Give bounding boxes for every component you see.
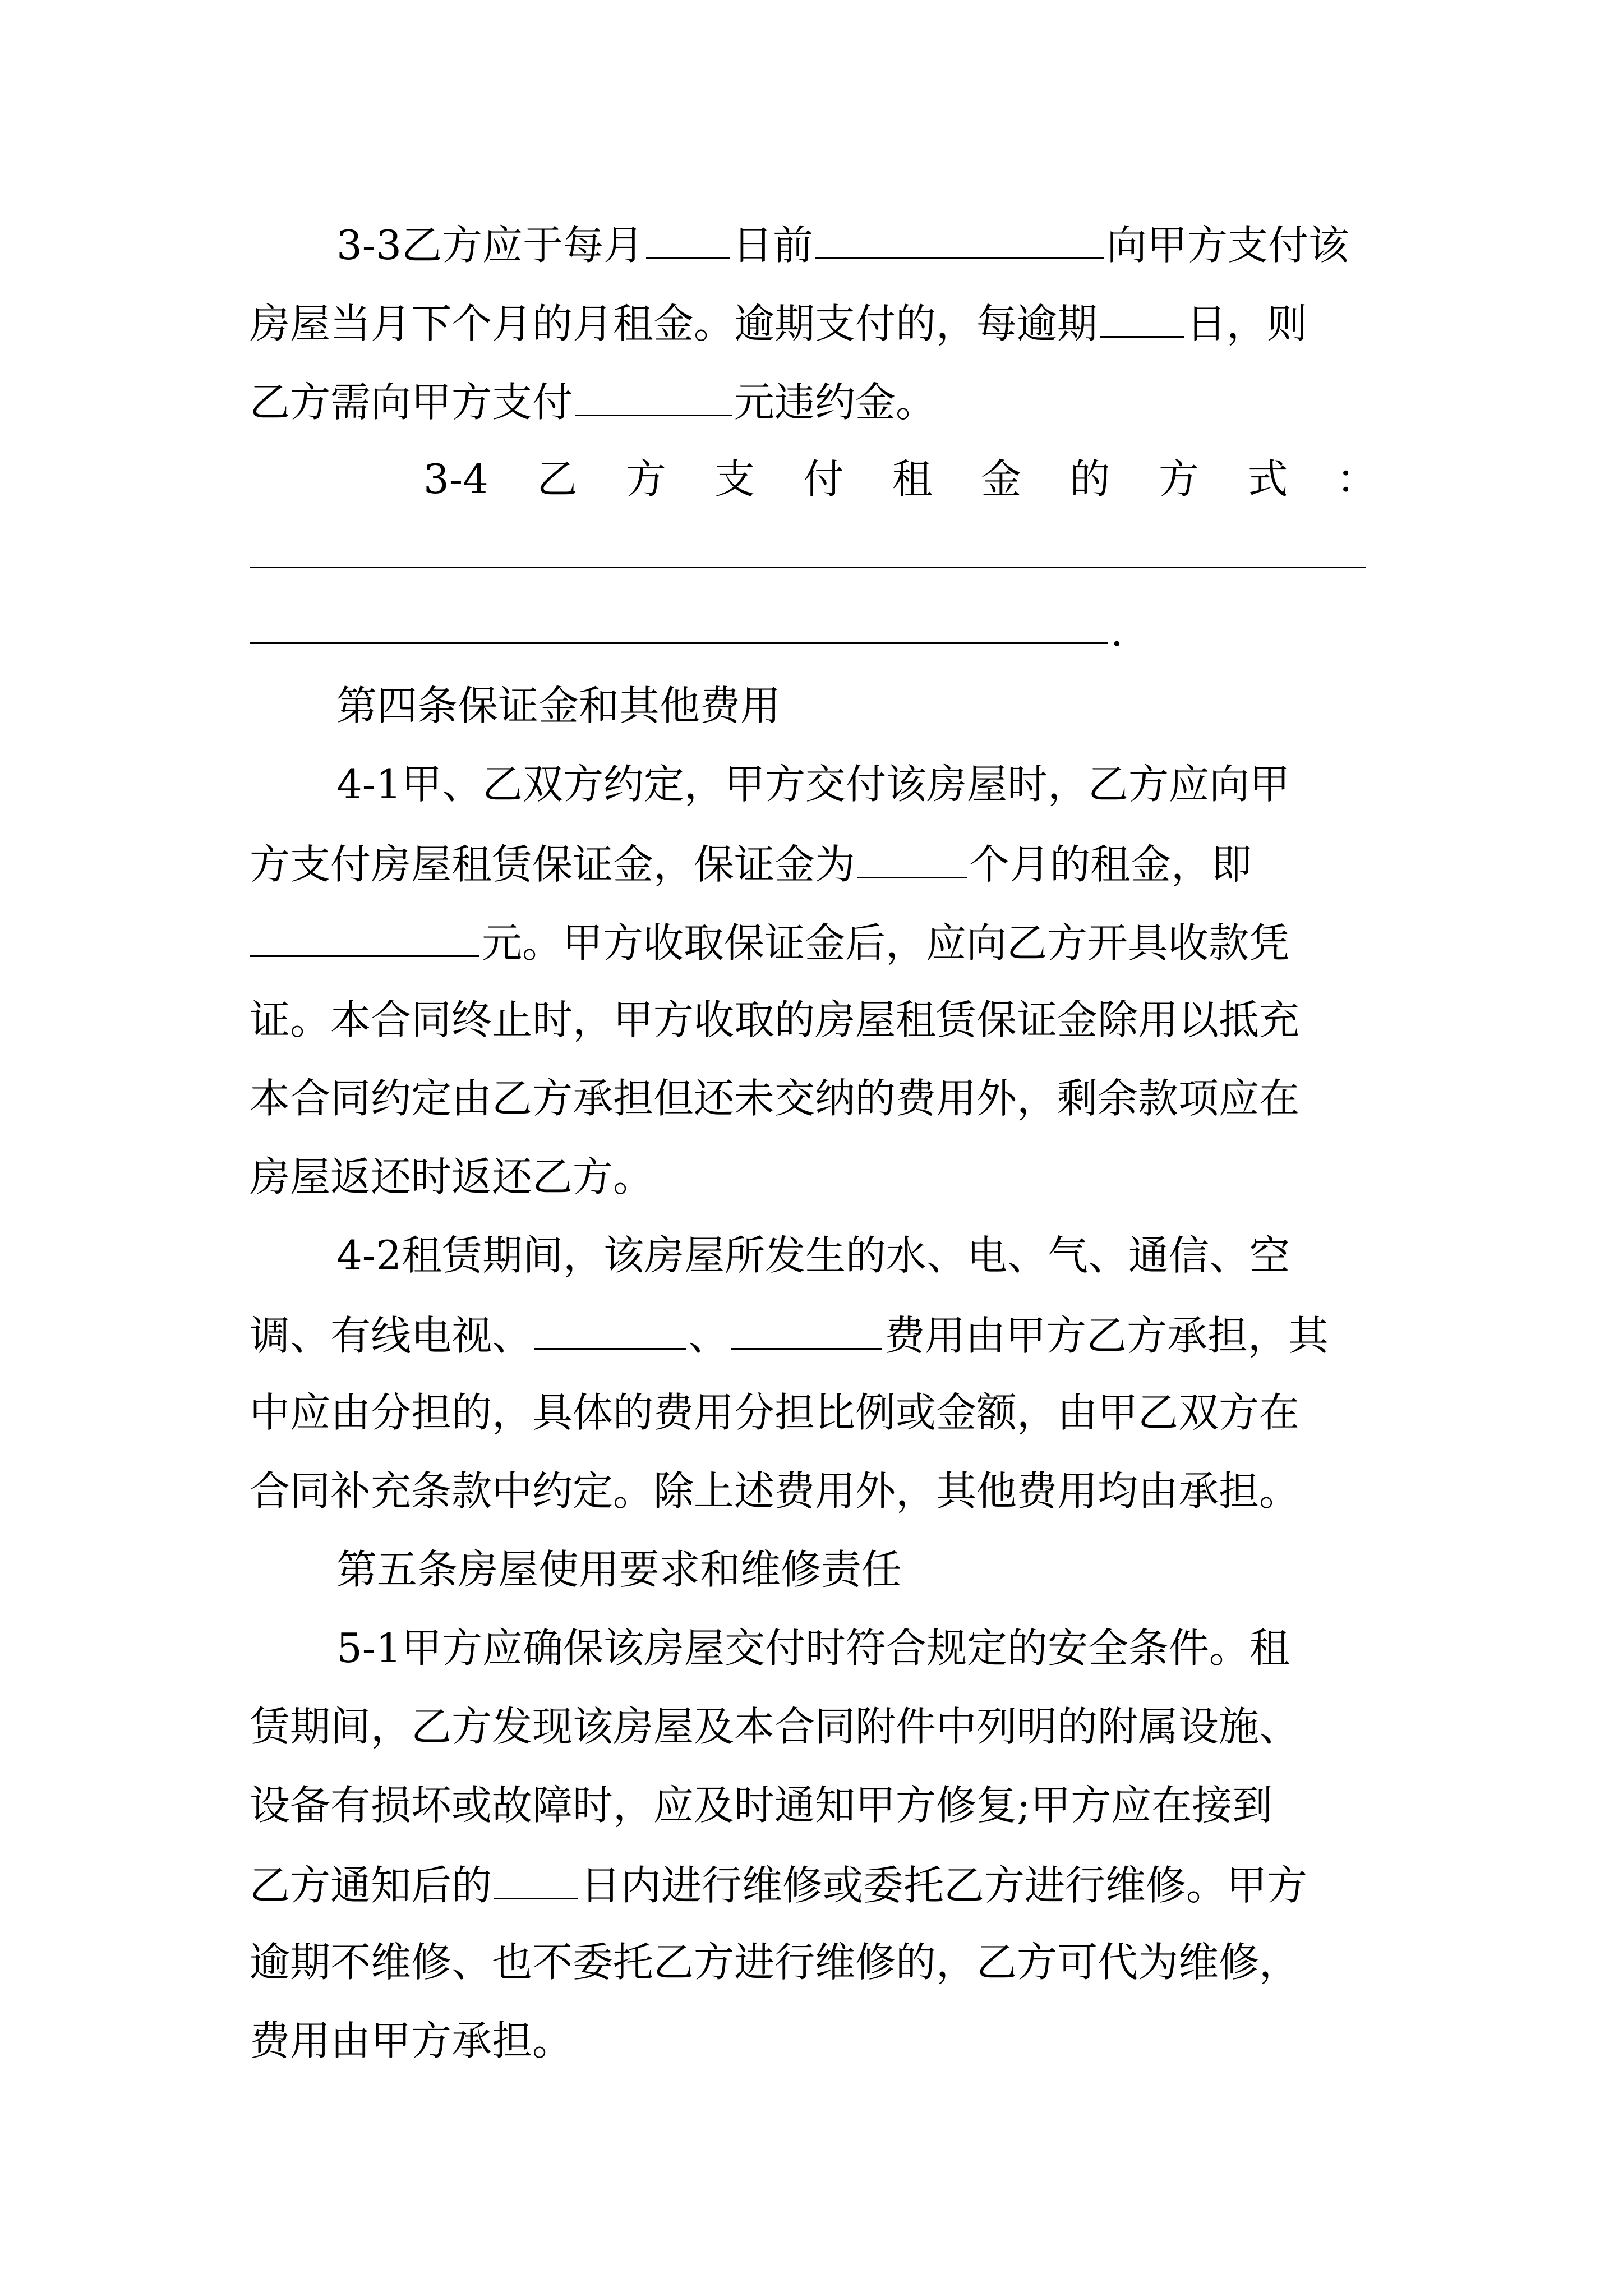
clause-4-2-line-1: 4-2租赁期间，该房屋所发生的水、电、气、通信、空 — [336, 1232, 1290, 1279]
char: 式 — [1247, 455, 1288, 503]
text: 、 — [688, 1312, 729, 1360]
clause-5-1-line-3: 设备有损坏或故障时，应及时通知甲方修复;甲方应在接到 — [250, 1782, 1273, 1829]
section-5-heading: 第五条房屋使用要求和维修责任 — [336, 1546, 902, 1593]
char: 的 — [1069, 455, 1110, 503]
char: 方 — [1159, 455, 1200, 503]
period: . — [1110, 608, 1123, 655]
blank-days-overdue — [1100, 302, 1184, 338]
text: 元。甲方收取保证金后，应向乙方开具收款凭 — [482, 919, 1290, 967]
char: 3-4 — [423, 455, 488, 503]
blank-repair-days — [494, 1864, 578, 1899]
clause-5-1-line-2: 赁期间，乙方发现该房屋及本合同附件中列明的附属设施、 — [250, 1703, 1300, 1750]
clause-4-1-line-2 — [250, 841, 1252, 889]
section-4-heading: 第四条保证金和其他费用 — [336, 682, 781, 729]
text: 3-3乙方应于每月 — [336, 222, 644, 269]
clause-3-3-line-3 — [250, 379, 937, 426]
blank-amount — [815, 223, 1104, 259]
text: 日前 — [732, 222, 813, 269]
clause-5-1-line-5: 逾期不维修、也不委托乙方进行维修的，乙方可代为维修， — [250, 1939, 1300, 1986]
clause-3-3-line-2 — [250, 300, 1308, 348]
blank-months — [857, 843, 967, 878]
text: 向甲方支付该 — [1106, 222, 1349, 269]
text: 个月的租金，即 — [969, 841, 1252, 889]
char: 乙 — [537, 455, 578, 503]
text: 费用由甲方乙方承担，其 — [884, 1312, 1329, 1360]
char: 支 — [714, 455, 755, 503]
clause-4-1-line-5: 本合同约定由乙方承担但还未交纳的费用外，剩余款项应在 — [250, 1075, 1300, 1122]
clause-5-1-line-1: 5-1甲方应确保该房屋交付时符合规定的安全条件。租 — [336, 1625, 1290, 1672]
blank-payment-method-line-2 — [250, 642, 1108, 644]
clause-4-2-line-3: 中应由分担的，具体的费用分担比例或金额，由甲乙双方在 — [250, 1389, 1300, 1436]
text: 日，则 — [1186, 300, 1308, 348]
clause-5-1-line-4 — [250, 1862, 1308, 1910]
text: 乙方通知后的 — [250, 1862, 492, 1910]
clause-4-1-line-1: 4-1甲、乙双方约定，甲方交付该房屋时，乙方应向甲 — [336, 761, 1290, 808]
text: 调、有线电视、 — [250, 1312, 533, 1360]
char: 方 — [625, 455, 666, 503]
text: 房屋当月下个月的月租金。逾期支付的，每逾期 — [250, 300, 1098, 348]
blank-penalty — [575, 380, 732, 416]
clause-5-1-line-6: 费用由甲方承担。 — [250, 2017, 573, 2064]
blank-day — [646, 223, 730, 259]
text: 方支付房屋租赁保证金，保证金为 — [250, 841, 856, 889]
text: 元违约金。 — [734, 379, 937, 426]
char: 租 — [892, 455, 933, 503]
blank-deposit-amount — [250, 921, 479, 957]
clause-4-1-line-3 — [250, 919, 1290, 967]
text: 乙方需向甲方支付 — [250, 379, 573, 426]
blank-fee-2 — [731, 1314, 882, 1350]
blank-fee-1 — [534, 1314, 686, 1350]
blank-payment-method-line-1 — [250, 567, 1366, 568]
clause-4-2-line-4: 合同补充条款中约定。除上述费用外，其他费用均由承担。 — [250, 1467, 1300, 1515]
char: 金 — [981, 455, 1022, 503]
clause-4-1-line-6: 房屋返还时返还乙方。 — [250, 1153, 654, 1200]
clause-3-4-heading — [423, 455, 1377, 503]
clause-4-2-line-2 — [250, 1312, 1329, 1360]
text: 日内进行维修或委托乙方进行维修。甲方 — [580, 1862, 1308, 1910]
char: ： — [1336, 455, 1377, 503]
char: 付 — [803, 455, 844, 503]
clause-3-3-line-1 — [336, 222, 1349, 269]
clause-4-1-line-4: 证。本合同终止时，甲方收取的房屋租赁保证金除用以抵充 — [250, 996, 1300, 1043]
